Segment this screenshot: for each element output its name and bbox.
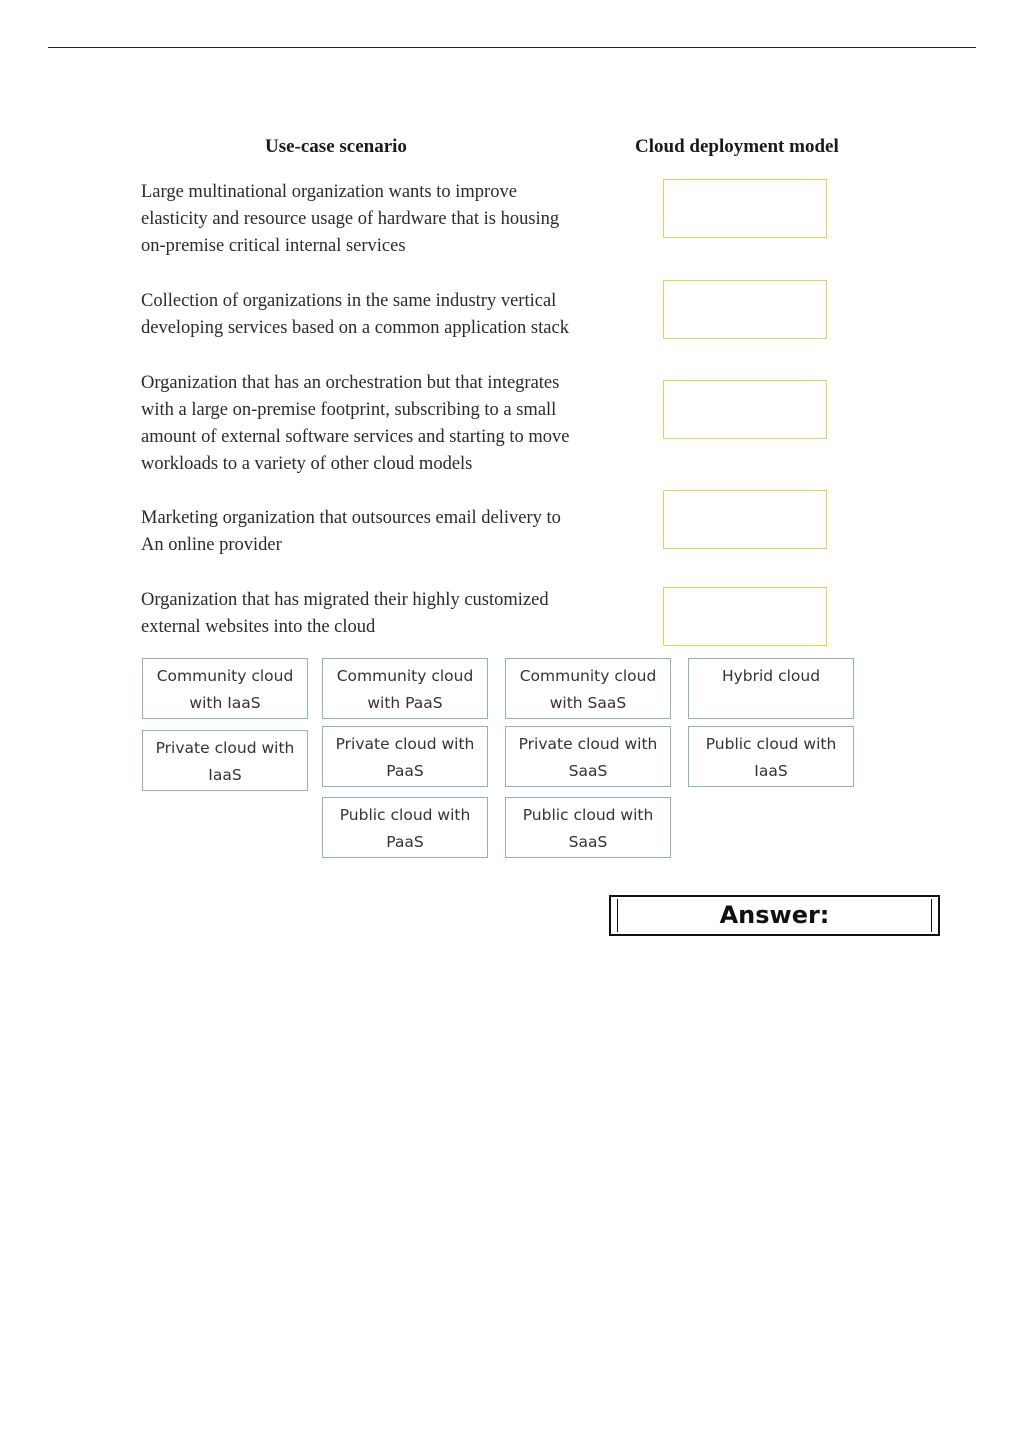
option-public-paas[interactable]: Public cloud with PaaS xyxy=(322,797,488,858)
option-community-iaas[interactable]: Community cloud with IaaS xyxy=(142,658,308,719)
drop-target-4[interactable] xyxy=(663,490,827,549)
option-hybrid[interactable]: Hybrid cloud xyxy=(688,658,854,719)
answer-banner xyxy=(609,895,940,936)
drop-target-1[interactable] xyxy=(663,179,827,238)
drop-target-3[interactable] xyxy=(663,380,827,439)
option-community-saas[interactable]: Community cloud with SaaS xyxy=(505,658,671,719)
scenario-4: Marketing organization that outsources email delivery to An online provider xyxy=(141,508,561,555)
option-public-iaas[interactable]: Public cloud with IaaS xyxy=(688,726,854,787)
scenario-2: Collection of organizations in the same industry vertical developing services based on a common application stack xyxy=(141,291,569,338)
option-private-paas[interactable]: Private cloud with PaaS xyxy=(322,726,488,787)
drop-target-5[interactable] xyxy=(663,587,827,646)
answer-label: Answer: xyxy=(719,901,830,929)
column-header-scenario: Use-case scenario xyxy=(265,136,407,157)
scenario-1: Large multinational organization wants to improve elasticity and resource usage of hardware that is housing on-premise critical internal services xyxy=(141,182,560,256)
option-private-saas[interactable]: Private cloud with SaaS xyxy=(505,726,671,787)
scenario-3: Organization that has an orchestration but that integrates with a large on-premise footprint, subscribing to a small amount of external software services and starting to move workloads to a variety of other cloud models xyxy=(141,373,570,474)
column-header-model: Cloud deployment model xyxy=(635,136,839,157)
scenario-5: Organization that has migrated their highly customized external websites into the cloud xyxy=(141,590,549,637)
option-public-saas[interactable]: Public cloud with SaaS xyxy=(505,797,671,858)
top-rule xyxy=(48,47,976,48)
option-community-paas[interactable]: Community cloud with PaaS xyxy=(322,658,488,719)
answer-bar-right xyxy=(931,899,932,932)
drop-target-2[interactable] xyxy=(663,280,827,339)
answer-bar-left xyxy=(617,899,618,932)
option-private-iaas[interactable]: Private cloud with IaaS xyxy=(142,730,308,791)
